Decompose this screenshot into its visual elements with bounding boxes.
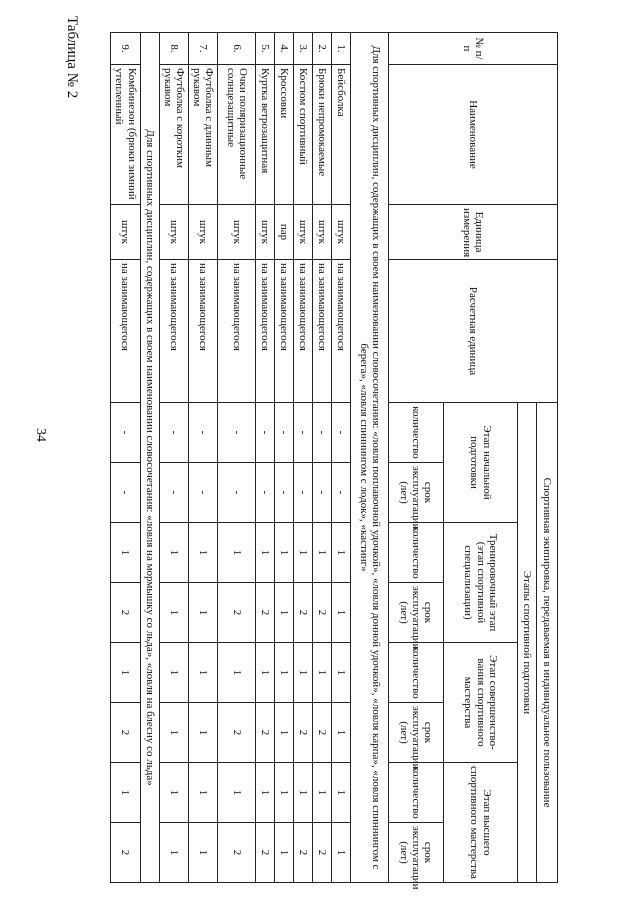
row-s1-term: - — [294, 463, 313, 523]
row-s1-term: - — [218, 463, 256, 523]
header-stage4: Этап высшего спортивного мастерства — [443, 763, 517, 883]
table-row — [111, 33, 141, 883]
row-unit: штук — [188, 205, 217, 260]
row-s4-qty: 1 — [332, 763, 351, 823]
equipment-table — [110, 32, 558, 890]
row-s4-qty: 1 — [313, 763, 332, 823]
header-row-title — [536, 33, 557, 883]
header-s2-qty: количество — [389, 523, 444, 583]
row-calc: на занимающегося — [188, 260, 217, 403]
table-row — [294, 33, 313, 883]
section-row-1 — [351, 33, 389, 883]
section-heading-winter: Для спортивных дисциплин, содержащих в своем наименовании словосочетания: «ловля на мормышку со льда», «ловля на блесну со льда» — [140, 33, 159, 883]
row-s2-qty: 1 — [218, 523, 256, 583]
row-s1-term: - — [256, 463, 275, 523]
header-s1-qty: количество — [389, 403, 444, 463]
row-s3-term: 2 — [111, 703, 141, 763]
row-s4-term: 1 — [332, 823, 351, 883]
row-s4-qty: 1 — [159, 763, 188, 823]
row-s1-term: - — [188, 463, 217, 523]
row-unit: штук — [256, 205, 275, 260]
header-unit: Единица измерения — [389, 205, 558, 260]
row-s3-qty: 1 — [332, 643, 351, 703]
row-s2-term: 2 — [111, 583, 141, 643]
row-name: Комбинезон (брюки зимний утепленный — [111, 65, 141, 205]
row-unit: штук — [159, 205, 188, 260]
row-s4-term: 1 — [188, 823, 217, 883]
table-row — [188, 33, 217, 883]
row-s1-term: - — [159, 463, 188, 523]
row-s1-term: - — [275, 463, 294, 523]
row-s4-qty: 1 — [294, 763, 313, 823]
row-s2-qty: 1 — [159, 523, 188, 583]
row-s2-term: 1 — [159, 583, 188, 643]
row-name: Футболка с длинным рукавом — [188, 65, 217, 205]
row-s2-term: 2 — [256, 583, 275, 643]
table-label: Таблица № 2 — [64, 16, 80, 99]
row-s4-qty: 1 — [188, 763, 217, 823]
row-number: 7. — [188, 33, 217, 65]
row-name: Футболка с коротким рукавом — [159, 65, 188, 205]
row-s1-qty: - — [332, 403, 351, 463]
row-s4-term: 2 — [256, 823, 275, 883]
row-number: 1. — [332, 33, 351, 65]
row-unit: пар — [275, 205, 294, 260]
header-s2-term: срок эксплуатации (лет) — [389, 583, 444, 643]
row-number: 9. — [111, 33, 141, 65]
row-s3-qty: 1 — [313, 643, 332, 703]
row-s3-qty: 1 — [111, 643, 141, 703]
header-stage2: Тренировочный этап (этап спортивной специализации) — [443, 523, 517, 643]
header-stage1: Этап начальной подготовки — [443, 403, 517, 523]
row-s3-term: 2 — [256, 703, 275, 763]
row-s2-qty: 1 — [256, 523, 275, 583]
row-unit: штук — [111, 205, 141, 260]
row-s3-qty: 1 — [218, 643, 256, 703]
row-s4-term: 1 — [159, 823, 188, 883]
section-heading-summer: Для спортивных дисциплин, содержащих в своем наименовании словосочетания: «ловля поплавочной удочкой», «ловля донной удочкой», «ловля карпа», «ловля спиннингом с берега», «ловля спиннингом с лодок», «кастинг» — [351, 33, 389, 883]
table-row — [275, 33, 294, 883]
row-s1-qty: - — [256, 403, 275, 463]
row-number: 5. — [256, 33, 275, 65]
row-number: 6. — [218, 33, 256, 65]
table-row — [332, 33, 351, 883]
row-s3-term: 1 — [159, 703, 188, 763]
row-s1-qty: - — [159, 403, 188, 463]
header-s4-term: срок эксплуатации (лет) — [389, 823, 444, 883]
row-name: Бейсболка — [332, 65, 351, 205]
row-s4-qty: 1 — [275, 763, 294, 823]
row-s3-term: 2 — [313, 703, 332, 763]
header-num: № п/п — [389, 33, 558, 65]
row-s3-term: 2 — [218, 703, 256, 763]
row-s1-qty: - — [111, 403, 141, 463]
page-number: 34 — [33, 428, 48, 442]
row-s3-term: 1 — [188, 703, 217, 763]
table-row — [159, 33, 188, 883]
row-s2-qty: 1 — [111, 523, 141, 583]
row-calc: на занимающегося — [218, 260, 256, 403]
row-s4-term: 2 — [218, 823, 256, 883]
row-s3-qty: 1 — [159, 643, 188, 703]
row-calc: на занимающегося — [256, 260, 275, 403]
row-s3-qty: 1 — [188, 643, 217, 703]
row-s4-term: 2 — [111, 823, 141, 883]
row-s1-qty: - — [294, 403, 313, 463]
row-name: Куртка ветрозащитная — [256, 65, 275, 205]
header-stage3: Этап совершенство-вания спортивного мастерства — [443, 643, 517, 763]
row-s2-term: 1 — [188, 583, 217, 643]
header-stages-title: Этапы спортивной подготовки — [517, 403, 536, 883]
row-number: 8. — [159, 33, 188, 65]
row-s2-term: 1 — [332, 583, 351, 643]
table-row — [218, 33, 256, 883]
header-s3-qty: количество — [389, 643, 444, 703]
row-s1-qty: - — [313, 403, 332, 463]
row-calc: на занимающегося — [313, 260, 332, 403]
row-s2-term: 1 — [275, 583, 294, 643]
row-unit: штук — [313, 205, 332, 260]
row-calc: на занимающегося — [111, 260, 141, 403]
header-s4-qty: количество — [389, 763, 444, 823]
row-number: 4. — [275, 33, 294, 65]
row-s4-term: 1 — [275, 823, 294, 883]
rotated-table-container — [110, 32, 558, 890]
row-s4-term: 2 — [294, 823, 313, 883]
row-name: Костюм спортивный — [294, 65, 313, 205]
row-s4-qty: 1 — [111, 763, 141, 823]
row-calc: на занимающегося — [332, 260, 351, 403]
row-s3-term: 1 — [275, 703, 294, 763]
row-unit: штук — [218, 205, 256, 260]
row-s2-qty: 1 — [332, 523, 351, 583]
row-calc: на занимающегося — [159, 260, 188, 403]
row-number: 2. — [313, 33, 332, 65]
header-s3-term: срок эксплуатации (лет) — [389, 703, 444, 763]
row-unit: штук — [294, 205, 313, 260]
row-s1-term: - — [313, 463, 332, 523]
row-s1-qty: - — [275, 403, 294, 463]
header-calc: Расчетная единица — [389, 260, 558, 403]
row-s2-term: 2 — [313, 583, 332, 643]
row-s2-qty: 1 — [313, 523, 332, 583]
row-s4-qty: 1 — [256, 763, 275, 823]
row-s2-qty: 1 — [294, 523, 313, 583]
header-title: Спортивная экипировка, передаваемая в индивидуальное пользование — [536, 403, 557, 883]
header-name: Наименование — [389, 65, 558, 205]
section-row-2 — [140, 33, 159, 883]
table-row — [256, 33, 275, 883]
row-s3-term: 2 — [294, 703, 313, 763]
row-s3-qty: 1 — [256, 643, 275, 703]
row-s1-term: - — [332, 463, 351, 523]
row-s4-qty: 1 — [218, 763, 256, 823]
row-calc: на занимающегося — [294, 260, 313, 403]
row-s1-qty: - — [188, 403, 217, 463]
row-s1-qty: - — [218, 403, 256, 463]
row-s3-term: 1 — [332, 703, 351, 763]
row-name: Очки поляризационные солнцезащитные — [218, 65, 256, 205]
table-row — [313, 33, 332, 883]
row-unit: штук — [332, 205, 351, 260]
header-s1-term: срок эксплуатации (лет) — [389, 463, 444, 523]
row-s3-qty: 1 — [275, 643, 294, 703]
row-s1-term: - — [111, 463, 141, 523]
row-s2-term: 2 — [218, 583, 256, 643]
row-number: 3. — [294, 33, 313, 65]
row-calc: на занимающегося — [275, 260, 294, 403]
row-s2-term: 2 — [294, 583, 313, 643]
row-s3-qty: 1 — [294, 643, 313, 703]
row-name: Брюки непромокаемые — [313, 65, 332, 205]
row-name: Кроссовки — [275, 65, 294, 205]
row-s4-term: 2 — [313, 823, 332, 883]
row-s2-qty: 1 — [275, 523, 294, 583]
row-s2-qty: 1 — [188, 523, 217, 583]
